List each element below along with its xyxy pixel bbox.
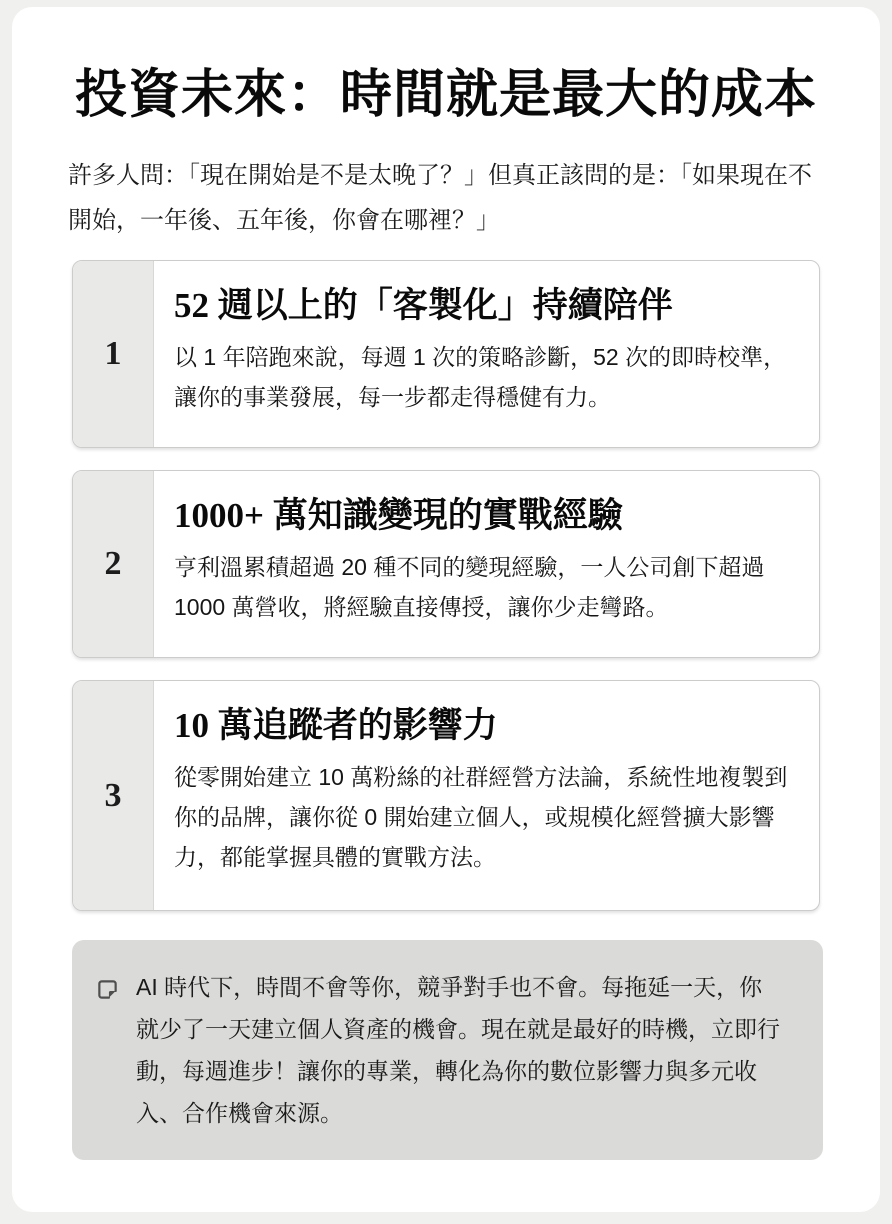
card-number-column (73, 681, 154, 910)
card-content (154, 681, 819, 910)
card-number: 1 (104, 335, 122, 373)
card-number: 3 (104, 776, 122, 814)
content-sheet (12, 7, 880, 1212)
feature-card-1 (72, 260, 820, 448)
card-body: 亨利溫累積超過 20 種不同的變現經驗，一人公司創下超過 1000 萬營收，將經驗直接傳授，讓你少走彎路。 (174, 554, 765, 621)
card-title: 1000+ 萬知識變現的實戰經驗 (174, 496, 623, 536)
card-number-column (73, 261, 154, 447)
card-body: 以 1 年陪跑來說，每週 1 次的策略診斷，52 次的即時校準，讓你的事業發展，每一步都走得穩健有力。 (174, 344, 787, 411)
feature-card-3 (72, 680, 820, 911)
feature-card-2 (72, 470, 820, 658)
card-title: 52 週以上的「客製化」持續陪伴 (174, 286, 673, 326)
card-number-column (73, 471, 154, 657)
card-body: 從零開始建立 10 萬粉絲的社群經營方法論，系統性地複製到你的品牌，讓你從 0 開始建立個人，或規模化經營擴大影響力，都能掌握具體的實戰方法。 (174, 764, 788, 871)
sticky-note-icon (96, 978, 119, 1134)
feature-card-list (72, 260, 820, 911)
note-box (72, 940, 823, 1160)
card-content (154, 471, 819, 657)
card-number: 2 (104, 545, 122, 583)
card-title: 10 萬追蹤者的影響力 (174, 706, 498, 746)
card-content (154, 261, 819, 447)
page-title: 投資未來：時間就是最大的成本 (74, 67, 817, 124)
note-text: AI 時代下，時間不會等你，競爭對手也不會。每拖延一天，你就少了一天建立個人資產的機會。現在就是最好的時機，立即行動，每週進步！讓你的專業，轉化為你的數位影響力與多元收入、合作機會來源。 (136, 974, 780, 1127)
intro-text: 許多人問：「現在開始是不是太晚了？」但真正該問的是：「如果現在不開始，一年後、五年後，你會在哪裡？」 (68, 162, 812, 235)
